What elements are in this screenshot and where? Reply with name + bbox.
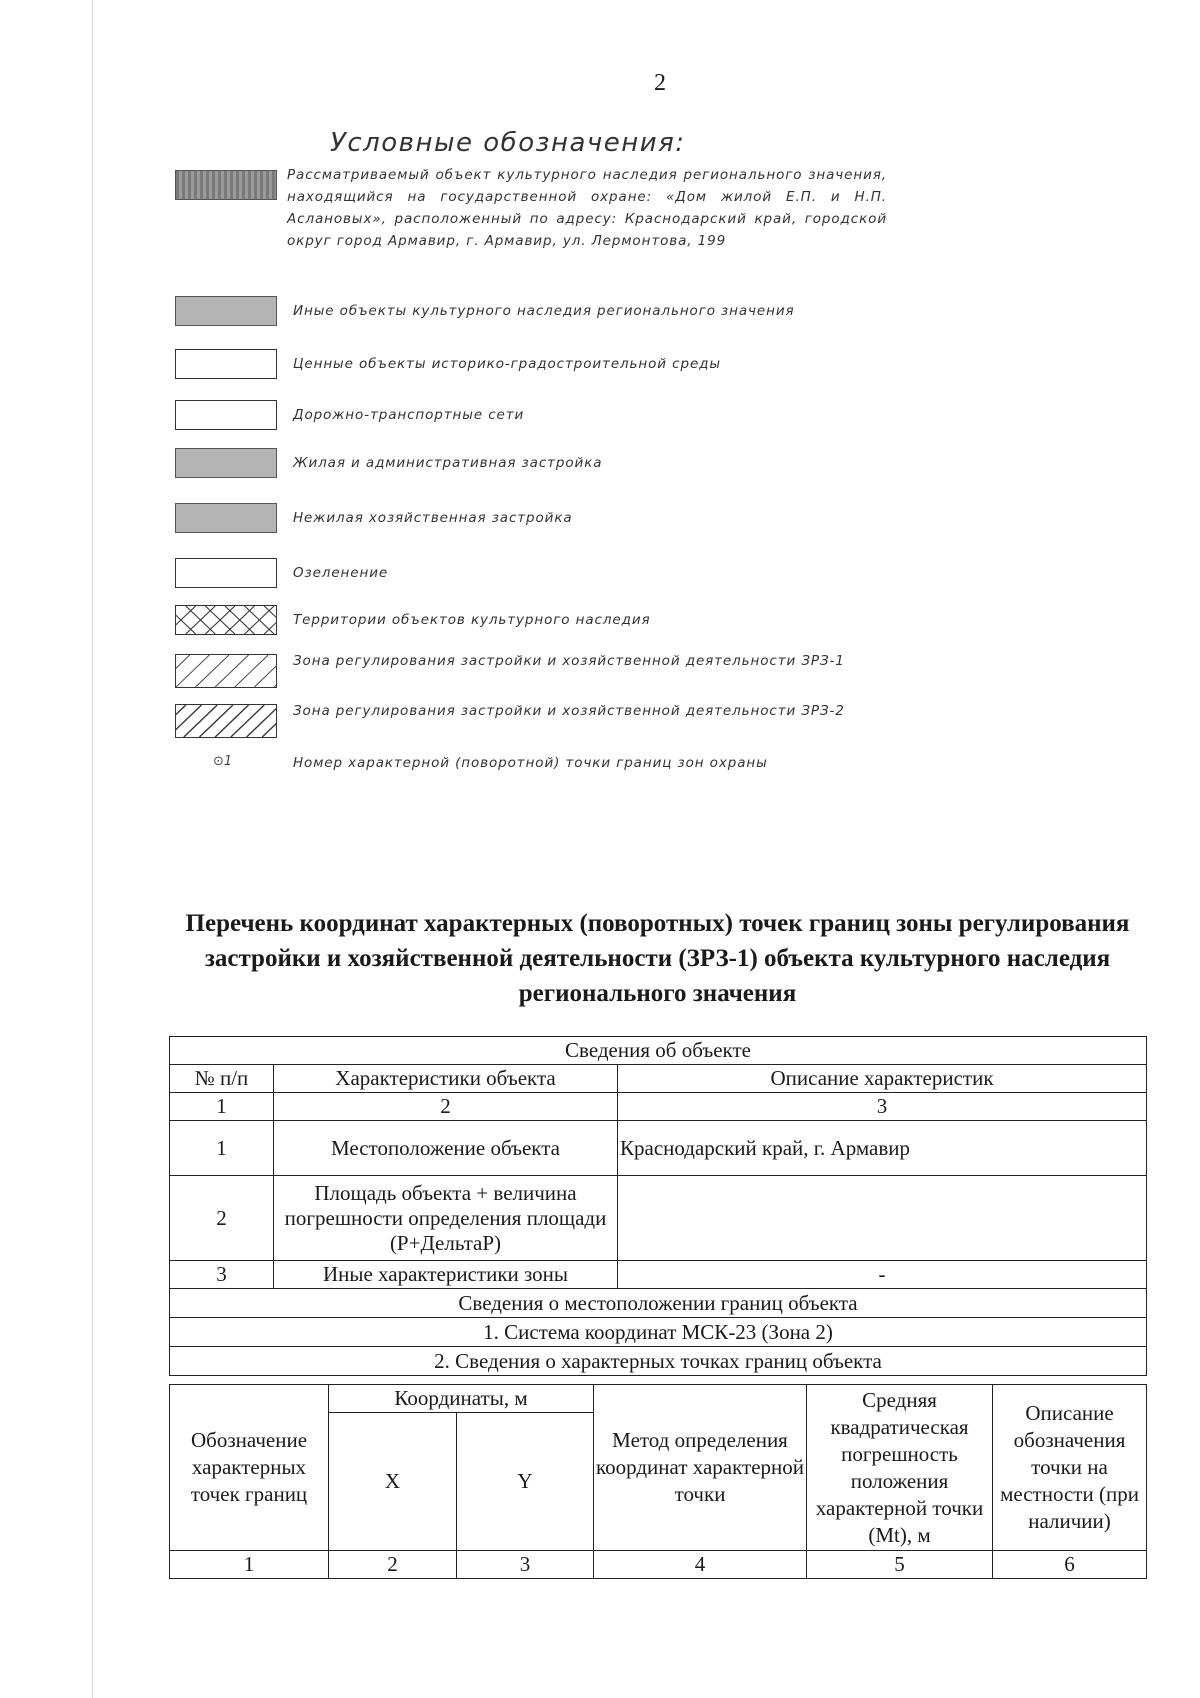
points-header: 2. Сведения о характерных точках границ объекта — [170, 1347, 1147, 1376]
column-header-error: Средняя квадратическая погрешность положения характерной точки (Mt), м — [807, 1385, 993, 1551]
legend-item-label: Жилая и административная застройка — [293, 455, 603, 471]
column-number: 1 — [170, 1093, 274, 1121]
table-row — [170, 1261, 1147, 1289]
column-number: 6 — [993, 1551, 1147, 1579]
white-swatch-icon — [175, 558, 277, 588]
gray-swatch-icon — [175, 448, 277, 478]
column-number: 3 — [457, 1551, 594, 1579]
table-row — [170, 1121, 1147, 1176]
column-number: 1 — [170, 1551, 329, 1579]
legend-item-label: Рассматриваемый объект культурного наследия регионального значения, находящийся на государственной охране: «Дом жилой Е.П. и Н.П. Аслановых», расположенный по адресу: Краснодарский край, городской округ город Армавир, г. Армавир, ул. Лермонтова, 199 — [287, 167, 887, 249]
legend-item-label: Номер характерной (поворотной) точки границ зон охраны — [293, 755, 768, 771]
row-number: 2 — [170, 1176, 274, 1261]
column-header-point-description: Описание обозначения точки на местности (при наличии) — [993, 1385, 1147, 1551]
column-header-method: Метод определения координат характерной точки — [594, 1385, 807, 1551]
row-number: 1 — [170, 1121, 274, 1176]
legend-item-label: Территории объектов культурного наследия — [293, 612, 651, 628]
row-characteristic: Местоположение объекта — [274, 1121, 618, 1176]
dark-gray-swatch-icon — [175, 170, 277, 200]
column-number: 3 — [618, 1093, 1147, 1121]
coordinate-system: 1. Система координат МСК-23 (Зона 2) — [170, 1318, 1147, 1347]
column-header-designation: Обозначение характерных точек границ — [170, 1385, 329, 1551]
row-value — [618, 1176, 1147, 1261]
legend-item-label: Озеленение — [293, 565, 389, 581]
row-characteristic: Площадь объекта + величина погрешности определения площади (Р+ДельтаР) — [274, 1176, 618, 1261]
column-number: 2 — [274, 1093, 618, 1121]
section-title: Перечень координат характерных (поворотных) точек границ зоны регулирования застройки и хозяйственной деятельности (ЗРЗ-1) объекта культурного наследия регионального значения — [185, 910, 1130, 1007]
column-header-characteristics: Характеристики объекта — [274, 1065, 618, 1093]
column-header-x: X — [329, 1413, 457, 1551]
page-number: 2 — [654, 70, 666, 96]
table-header: Сведения об объекте — [170, 1037, 1147, 1065]
table-row — [170, 1176, 1147, 1261]
location-header: Сведения о местоположении границ объекта — [170, 1289, 1147, 1318]
column-number: 2 — [329, 1551, 457, 1579]
legend-item-label: Нежилая хозяйственная застройка — [293, 510, 573, 526]
row-value: Краснодарский край, г. Армавир — [618, 1121, 1147, 1176]
gray-swatch-icon — [175, 296, 277, 326]
diagonal-hatch-swatch-icon — [175, 654, 277, 688]
object-info-table — [169, 1036, 1147, 1376]
legend-item-label: Зона регулирования застройки и хозяйственной деятельности ЗРЗ-1 — [293, 653, 845, 669]
column-number: 4 — [594, 1551, 807, 1579]
dense-diagonal-hatch-swatch-icon — [175, 704, 277, 738]
legend-item-label: Дорожно-транспортные сети — [293, 407, 525, 423]
column-header-description: Описание характеристик — [618, 1065, 1147, 1093]
column-header-number: № п/п — [170, 1065, 274, 1093]
legend-item-label: Зона регулирования застройки и хозяйственной деятельности ЗРЗ-2 — [293, 703, 845, 719]
row-number: 3 — [170, 1261, 274, 1289]
gray-swatch-icon — [175, 503, 277, 533]
column-header-y: Y — [457, 1413, 594, 1551]
legend-title: Условные обозначения: — [330, 128, 686, 158]
points-table — [169, 1384, 1147, 1579]
white-swatch-icon — [175, 400, 277, 430]
point-marker-icon: ⊙1 — [213, 754, 233, 769]
legend-item-label: Ценные объекты историко-градостроительной среды — [293, 356, 721, 372]
column-header-coordinates: Координаты, м — [329, 1385, 594, 1413]
legend-item-label: Иные объекты культурного наследия регионального значения — [293, 303, 795, 319]
column-number: 5 — [807, 1551, 993, 1579]
row-characteristic: Иные характеристики зоны — [274, 1261, 618, 1289]
white-swatch-icon — [175, 349, 277, 379]
margin-line — [92, 0, 93, 1698]
row-value: - — [618, 1261, 1147, 1289]
cross-hatch-swatch-icon — [175, 605, 277, 635]
